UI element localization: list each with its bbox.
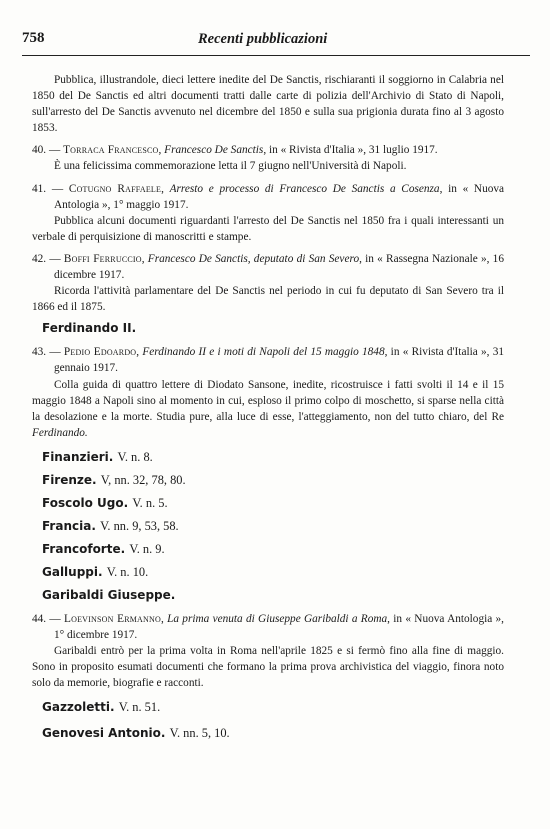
entry-summary: Garibaldi entrò per la prima volta in Roma nell'aprile 1825 e si fermò fino alla fine di maggio. Sono in proposito esumati documenti che formano la prima prova archivistica del viaggio, finora noto solo da memorie, biografie e racconti. xyxy=(32,645,504,690)
entry-author: Cotugno Raffaele xyxy=(68,182,162,195)
xref-name: Francoforte. xyxy=(42,541,126,556)
bibliography-entry: 42. — Boffi Ferruccio, Francesco De Sanctis, deputato di San Severo, in « Rassegna Nazionale », 16 dicembre 1917. xyxy=(32,252,504,282)
index-heading-ferdinando: Ferdinando II. xyxy=(42,321,137,336)
page-body xyxy=(32,72,504,751)
entry-title: Ferdinando II e i moti di Napoli del 15 maggio 1848 xyxy=(142,346,385,359)
xref-target: V. n. 51. xyxy=(118,700,161,715)
entry-title: Arresto e processo di Francesco De Sanctis a Cosenza xyxy=(169,182,440,195)
entry-dash: — xyxy=(51,182,64,195)
entry-summary: Pubblica alcuni documenti riguardanti l'arresto del De Sanctis nel 1850 fra i quali interessanti un verbale di perquisizione di manoscritti e stampe. xyxy=(32,214,504,243)
entry-summary xyxy=(32,377,504,441)
xref-name: Foscolo Ugo. xyxy=(42,495,129,510)
entry-title: Francesco De Sanctis xyxy=(164,144,264,157)
entry-publication: , in « Rassegna Nazionale », 16 dicembre 1917. xyxy=(54,252,504,282)
xref-target: V, nn. 32, 78, 80. xyxy=(100,472,186,487)
cross-reference xyxy=(42,495,504,511)
xref-target: V. n. 10. xyxy=(106,564,149,579)
entry-summary: Ricorda l'attività parlamentare del De Sanctis nel periodo in cui fu deputato di San Severo tra il 1866 ed il 1875. xyxy=(32,285,504,314)
entry-dash: — xyxy=(49,612,61,625)
bibliography-entry: 40. — Torraca Francesco, Francesco De Sanctis, in « Rivista d'Italia », 31 luglio 1917. xyxy=(32,144,438,157)
entry-number: 43. xyxy=(32,346,47,359)
entry-summary-text: Colla guida di quattro lettere di Diodato Sansone, inedite, ricostruisce i fatti svolti il 14 e il 15 maggio 1848 a Napoli sino al momento in cui, esploso il primo colpo di moschetto, si sparse nella città la desolazione e la morte. Studia pure, alla luce di esse, l'atteggiamento, non del tutto chiaro, del Re xyxy=(32,378,504,423)
entry-number: 41. xyxy=(32,182,47,195)
cross-reference xyxy=(42,541,504,557)
running-title: Recenti pubblicazioni xyxy=(198,31,328,47)
cross-reference-list xyxy=(42,449,504,603)
xref-target: V. n. 9. xyxy=(129,541,165,556)
entry-publication: , in « Rivista d'Italia », 31 luglio 1917. xyxy=(263,144,438,157)
header-rule xyxy=(22,55,530,56)
xref-name: Garibaldi Giuseppe. xyxy=(42,587,176,602)
entry-summary: È una felicissima commemorazione letta il 7 giugno nell'Università di Napoli. xyxy=(54,160,407,173)
page-header xyxy=(0,0,550,47)
xref-name: Francia. xyxy=(42,518,96,533)
entry-author: Pedio Edoardo xyxy=(63,346,137,359)
entry-author: Torraca Francesco xyxy=(63,144,159,157)
xref-target: V. n. 8. xyxy=(117,449,153,464)
entry-publication: , in « Nuova Antologia », 1° maggio 1917. xyxy=(54,182,505,211)
entry-number: 44. xyxy=(32,612,47,625)
entry-dash: — xyxy=(49,252,61,265)
bibliography-entry: 41. — Cotugno Raffaele, Arresto e processo di Francesco De Sanctis a Cosenza, in « Nuova Antologia », 1° maggio 1917. xyxy=(32,182,505,211)
xref-name: Genovesi Antonio. xyxy=(42,726,166,741)
cross-reference-list xyxy=(32,699,504,741)
bibliography-entry: 44. — Loevinson Ermanno, La prima venuta di Giuseppe Garibaldi a Roma, in « Nuova Antologia », 1° dicembre 1917. xyxy=(32,612,505,641)
xref-name: Firenze. xyxy=(42,472,97,487)
entry-dash: — xyxy=(48,144,61,157)
xref-name: Galluppi. xyxy=(42,564,103,579)
continuation-paragraph: Pubblica, illustrandole, dieci lettere inedite del De Sanctis, rischiaranti il soggiorno in Calabria nel 1850 del De Sanctis ed altri documenti tratti dalle carte di polizia dell'Archivio di Stato di Napoli, sull'arresto del De Sanctis avvenuto nel dicembre del 1850 e sulla sua prigionia durata fino al 3 agosto 1853. xyxy=(32,74,504,135)
entry-number: 42. xyxy=(32,252,47,265)
xref-target: V. nn. 5, 10. xyxy=(169,726,230,741)
entry-title: La prima venuta di Giuseppe Garibaldi a Roma xyxy=(167,612,388,625)
page-number: 758 xyxy=(22,30,45,46)
entry-summary-italic: Ferdinando. xyxy=(32,426,88,439)
cross-reference xyxy=(42,518,504,534)
xref-target: V. n. 5. xyxy=(132,495,168,510)
cross-reference xyxy=(42,449,504,465)
cross-reference xyxy=(42,725,504,741)
entry-author: Boffi Ferruccio xyxy=(63,252,142,265)
entry-number: 40. xyxy=(32,144,47,157)
cross-reference xyxy=(42,564,504,580)
entry-dash: — xyxy=(49,346,61,359)
entry-publication: , in « Nuova Antologia », 1° dicembre 1917. xyxy=(54,612,505,641)
entry-author: Loevinson Ermanno xyxy=(64,612,161,625)
cross-reference xyxy=(42,472,504,488)
cross-reference xyxy=(42,699,504,715)
entry-title: Francesco De Sanctis, deputato di San Severo xyxy=(147,252,360,265)
bibliography-entry: 43. — Pedio Edoardo, Ferdinando II e i moti di Napoli del 15 maggio 1848, in « Rivista d'Italia », 31 gennaio 1917. xyxy=(32,346,505,375)
xref-target: V. nn. 9, 53, 58. xyxy=(100,518,179,533)
cross-reference xyxy=(42,587,504,603)
xref-name: Gazzoletti. xyxy=(42,700,115,715)
xref-name: Finanzieri. xyxy=(42,449,114,464)
entry-publication: , in « Rivista d'Italia », 31 gennaio 1917. xyxy=(54,346,505,375)
